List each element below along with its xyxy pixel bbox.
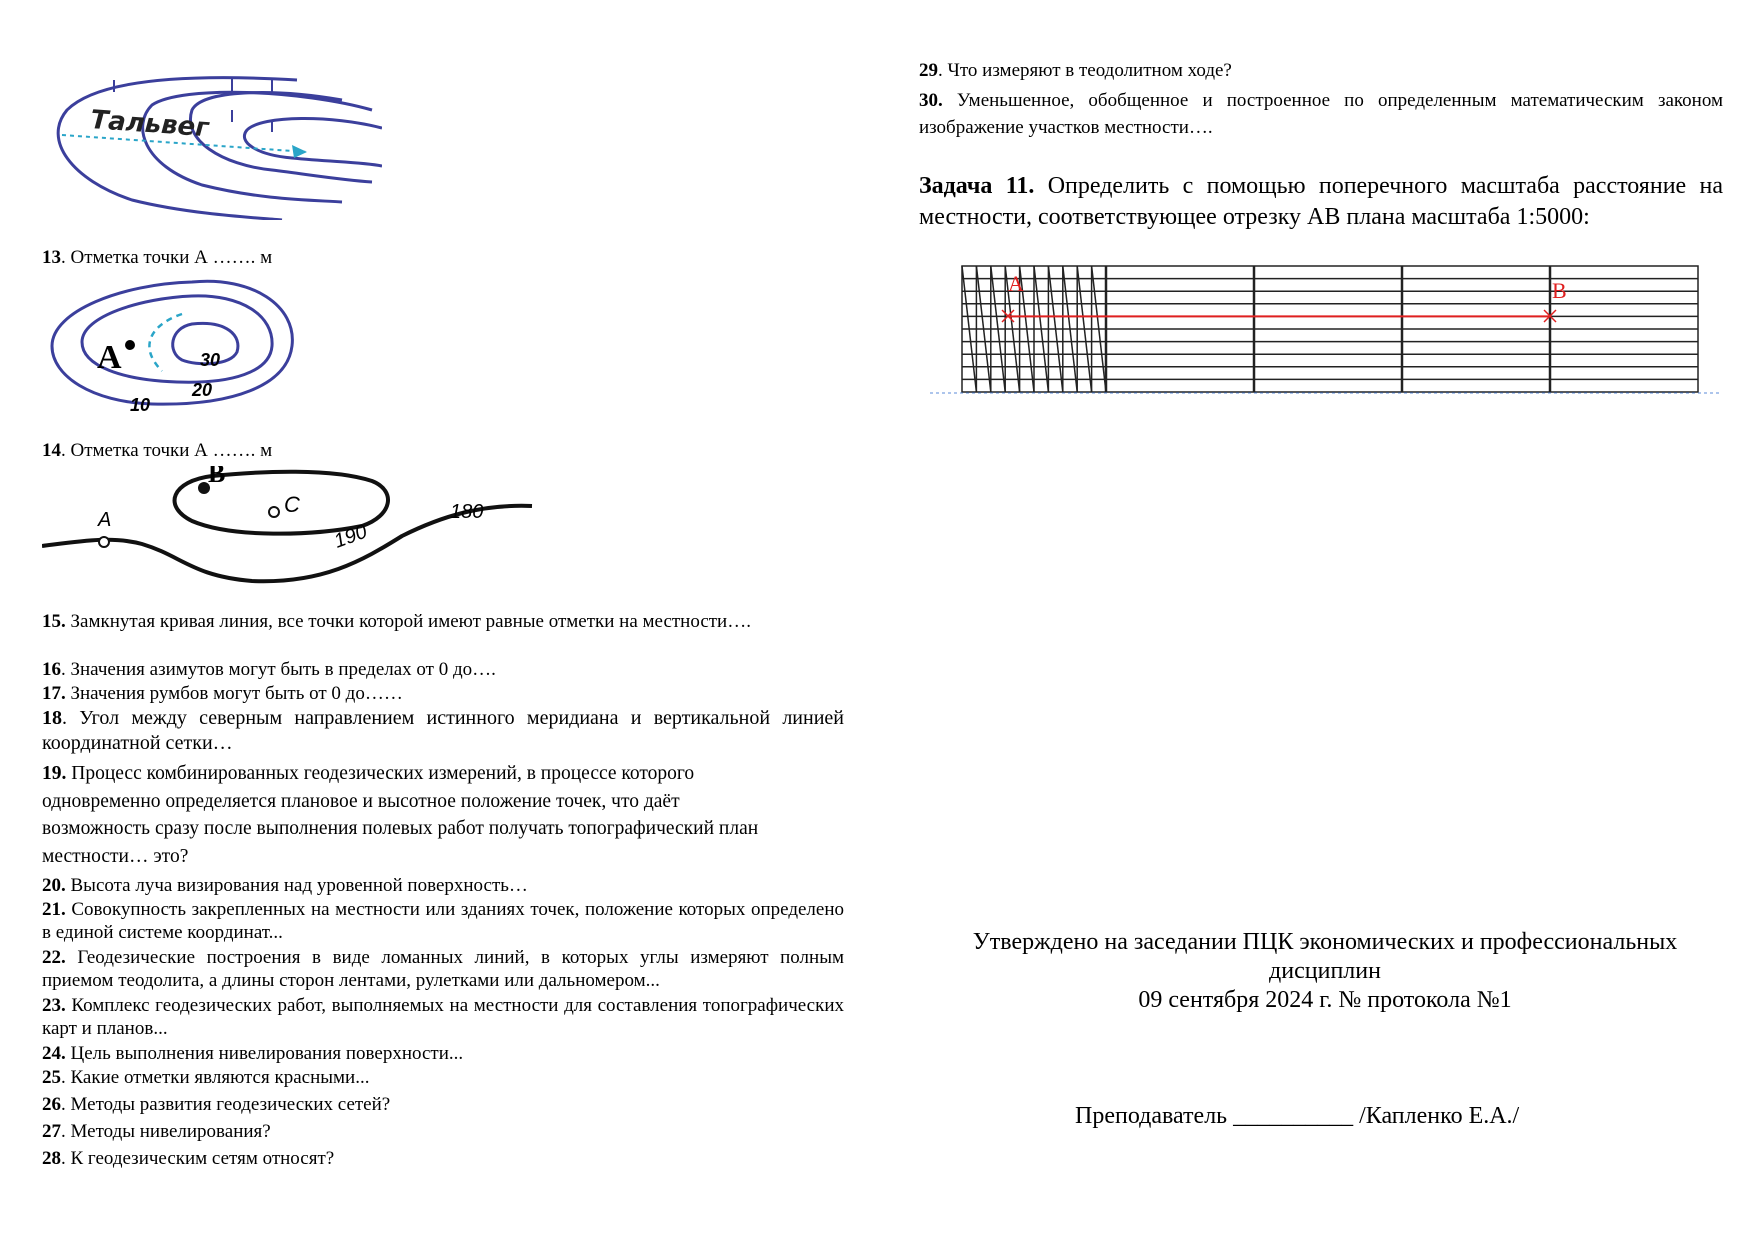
figure-13 [42,276,302,414]
contour-line [190,93,372,182]
question-25: 25. Какие отметки являются красными... [42,1067,370,1088]
point-b-label: B [1552,278,1567,303]
dashed-line [149,314,182,371]
contour-label-30: 30 [200,350,221,370]
point-a-marker [99,537,109,547]
arrow-icon [292,145,307,158]
point-c-label: C [284,492,300,517]
talweg-label: Тальвег [89,105,210,144]
question-23: 23. Комплекс геодезических работ, выполняемых на местности для составления топографических карт и планов... [42,995,844,1039]
question-24: 24. Цель выполнения нивелирования поверхности... [42,1043,464,1064]
question-26: 26. Методы развития геодезических сетей? [42,1094,391,1115]
question-14: 14. Отметка точки А ……. м [42,440,273,461]
task-11: Задача 11. Определить с помощью поперечного масштаба расстояние на местности, соответствующее отрезку АВ плана масштаба 1:5000: [919,173,1723,230]
contour-label-20: 20 [192,380,213,400]
point-a-label: A [98,509,112,531]
question-20: 20. Высота луча визирования над уровенной поверхность… [42,875,528,896]
transverse-scale [930,260,1720,400]
question-27: 27. Методы нивелирования? [42,1121,271,1142]
contour-label-180: 180 [450,501,484,523]
point-c-marker [269,507,279,517]
contour-line [58,78,297,220]
contour-label-190: 190 [331,520,371,553]
figure-14 [42,466,542,590]
talweg-figure [42,70,382,220]
question-21: 21. Совокупность закрепленных на местности или зданиях точек, положение которых определено в единой системе координат... [42,899,844,943]
contour-line [143,92,372,202]
question-28: 28. К геодезическим сетям относят? [42,1148,335,1169]
signature-line: Преподаватель __________ /Капленко Е.А./ [1075,1103,1520,1129]
approval-block: Утверждено на заседании ПЦК экономических и профессиональных дисциплин 09 сентября 2024 г. № протокола №1 [972,929,1678,1013]
point-a-label: A [1008,271,1024,296]
question-19: 19. Процесс комбинированных геодезических измерений, в процессе которого одновременно определяется плановое и высотное положение точек, что даёт возможность сразу после выполнения полевых работ получать топографический план местности… это? [42,763,759,867]
question-29: 29. Что измеряют в теодолитном ходе? [919,60,1232,81]
question-16: 16. Значения азимутов могут быть в пределах от 0 до…. [42,659,496,680]
question-18: 18. Угол между северным направлением истинного меридиана и вертикальной линией координатной сетки… [42,707,844,754]
question-13: 13. Отметка точки А ……. м [42,247,273,268]
point-b-label: B [208,466,226,488]
contour-line [244,118,382,166]
question-22: 22. Геодезические построения в виде ломанных линий, в которых углы измеряют полным приемом теодолита, а длины сторон лентами, рулетками или дальномером... [42,947,844,991]
point-a-marker [125,340,135,350]
question-30: 30. Уменьшенное, обобщенное и построенное по определенным математическим законом изображение участков местности…. [919,90,1723,138]
point-a-label: A [97,339,122,376]
question-17: 17. Значения румбов могут быть от 0 до…… [42,683,403,704]
contour-label-10: 10 [130,395,151,414]
question-15: 15. Замкнутая кривая линия, все точки которой имеют равные отметки на местности…. [42,611,751,632]
